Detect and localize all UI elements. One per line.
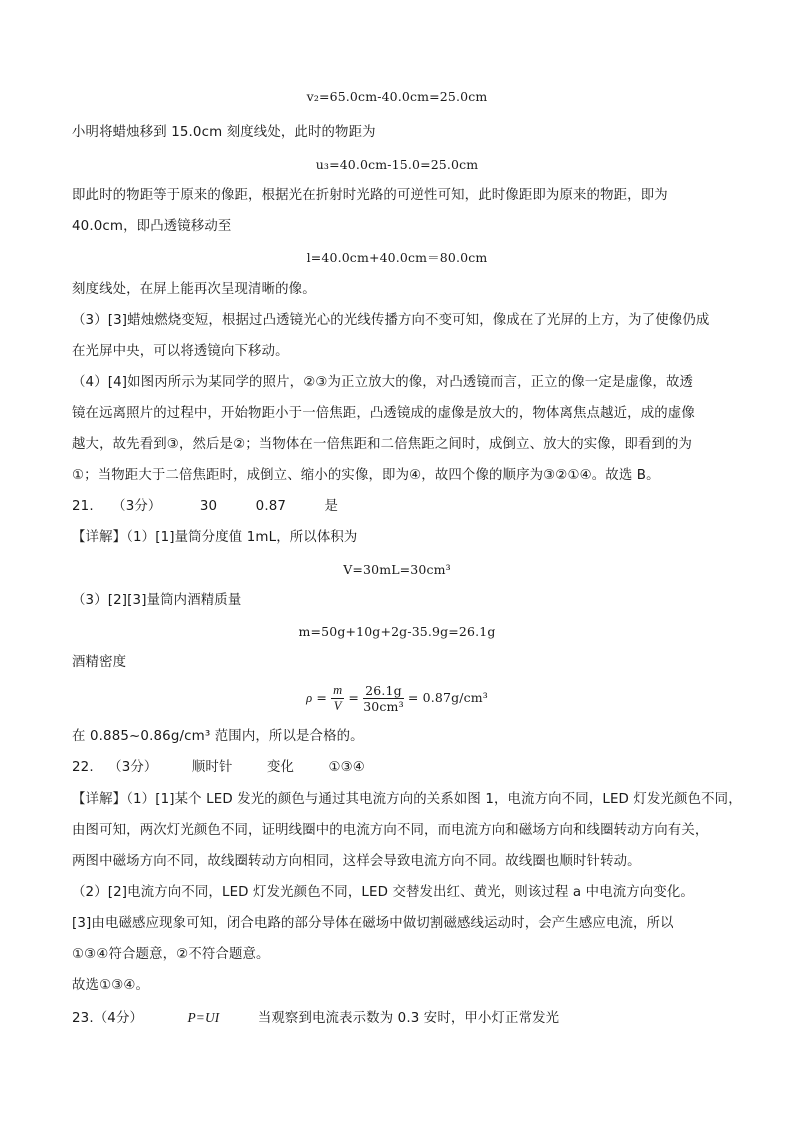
question-score: （4分） bbox=[93, 1011, 144, 1026]
text-line: 故选①③④。 bbox=[72, 978, 150, 993]
text-line: （4）[4]如图丙所示为某同学的照片，②③为正立放大的像，对凸透镜而言，正立的像一定是虚像，故透 bbox=[72, 375, 694, 390]
answer-2: 变化 bbox=[266, 760, 295, 775]
equation-volume: V=30mL=30cm³ bbox=[343, 562, 451, 577]
text-line: 在 0.885~0.86g/cm³ 范围内，所以是合格的。 bbox=[72, 729, 364, 744]
answer-1: 30 bbox=[199, 499, 218, 514]
text-line: 镜在远离照片的过程中，开始物距小于一倍焦距，凸透镜成的虚像是放大的，物体离焦点越近，成的虚像 bbox=[72, 406, 695, 421]
text-line: [3]由电磁感应现象可知，闭合电路的部分导体在磁场中做切割磁感线运动时，会产生感应电流，所以 bbox=[72, 916, 674, 931]
fraction-values bbox=[363, 683, 404, 714]
question-22-answers bbox=[72, 758, 732, 778]
answer-2: 当观察到电流表示数为 0.3 安时，甲小灯正常发光 bbox=[257, 1011, 560, 1026]
equation-l: l=40.0cm+40.0cm＝80.0cm bbox=[306, 250, 488, 265]
equation-density bbox=[0, 680, 794, 716]
text-line: 在光屏中央，可以将透镜向下移动。 bbox=[72, 344, 289, 359]
density-result: = 0.87g/cm³ bbox=[407, 690, 488, 705]
text-line: （3）[2][3]量筒内酒精质量 bbox=[72, 593, 242, 608]
fraction-denominator: V bbox=[333, 699, 342, 713]
answer-3: 是 bbox=[324, 499, 339, 514]
equation-u3: u₃=40.0cm-15.0=25.0cm bbox=[315, 157, 479, 172]
text-line: 即此时的物距等于原来的像距，根据光在折射时光路的可逆性可知，此时像距即为原来的物距，即为 bbox=[72, 188, 668, 203]
text-line: 酒精密度 bbox=[72, 655, 127, 670]
text-line: （2）[2]电流方向不同，LED 灯发光颜色不同，LED 交替发出红、黄光，则该过程 a 中电流方向变化。 bbox=[72, 885, 694, 900]
text-line: 【详解】（1）[1]某个 LED 发光的颜色与通过其电流方向的关系如图 1，电流方向不同，LED 灯发光颜色不同， bbox=[72, 792, 742, 807]
equals-sign: = bbox=[316, 690, 327, 705]
answer-2: 0.87 bbox=[255, 499, 287, 514]
question-number: 21. bbox=[72, 499, 94, 514]
text-line: 刻度线处，在屏上能再次呈现清晰的像。 bbox=[72, 282, 316, 297]
text-line: （3）[3]蜡烛燃烧变短，根据过凸透镜光心的光线传播方向不变可知，像成在了光屏的上方，为了使像仍成 bbox=[72, 313, 710, 328]
question-score: （3分） bbox=[112, 499, 162, 514]
answer-1: P=UI bbox=[187, 1010, 220, 1025]
fraction-numerator: 26.1g bbox=[365, 683, 402, 698]
fraction-m-over-v bbox=[331, 683, 344, 714]
question-23-answers bbox=[72, 1008, 732, 1029]
text-line: 【详解】（1）[1]量筒分度值 1mL，所以体积为 bbox=[72, 530, 358, 545]
question-score: （3分） bbox=[108, 760, 158, 775]
equals-sign: = bbox=[348, 690, 360, 705]
question-21-answers bbox=[72, 497, 732, 517]
text-line: ①③④符合题意，②不符合题意。 bbox=[72, 947, 270, 962]
equation-v2: v₂=65.0cm-40.0cm=25.0cm bbox=[306, 89, 488, 104]
question-number: 23. bbox=[72, 1011, 94, 1026]
text-line: 由图可知，两次灯光颜色不同，证明线圈中的电流方向不同，而电流方向和磁场方向和线圈转动方向有关， bbox=[72, 823, 709, 838]
fraction-numerator: m bbox=[333, 683, 343, 697]
text-line: 40.0cm，即凸透镜移动至 bbox=[72, 219, 232, 234]
answer-1: 顺时针 bbox=[191, 760, 233, 775]
equation-mass: m=50g+10g+2g-35.9g=26.1g bbox=[298, 624, 496, 639]
fraction-denominator: 30cm³ bbox=[363, 699, 404, 714]
answer-3: ①③④ bbox=[328, 760, 365, 775]
text-line: 越大，故先看到③，然后是②；当物体在一倍焦距和二倍焦距之间时，成倒立、放大的实像，即看到的为 bbox=[72, 437, 693, 452]
text-line: ①；当物距大于二倍焦距时，成倒立、缩小的实像，即为④，故四个像的顺序为③②①④。故选 B。 bbox=[72, 468, 660, 483]
text-line: 两图中磁场方向不同，故线圈转动方向相同，这样会导致电流方向不同。故线圈也顺时针转动。 bbox=[72, 854, 641, 869]
text-line: 小明将蜡烛移到 15.0cm 刻度线处，此时的物距为 bbox=[72, 125, 376, 140]
question-number: 22. bbox=[72, 760, 94, 775]
rho-symbol: ρ bbox=[306, 691, 313, 705]
